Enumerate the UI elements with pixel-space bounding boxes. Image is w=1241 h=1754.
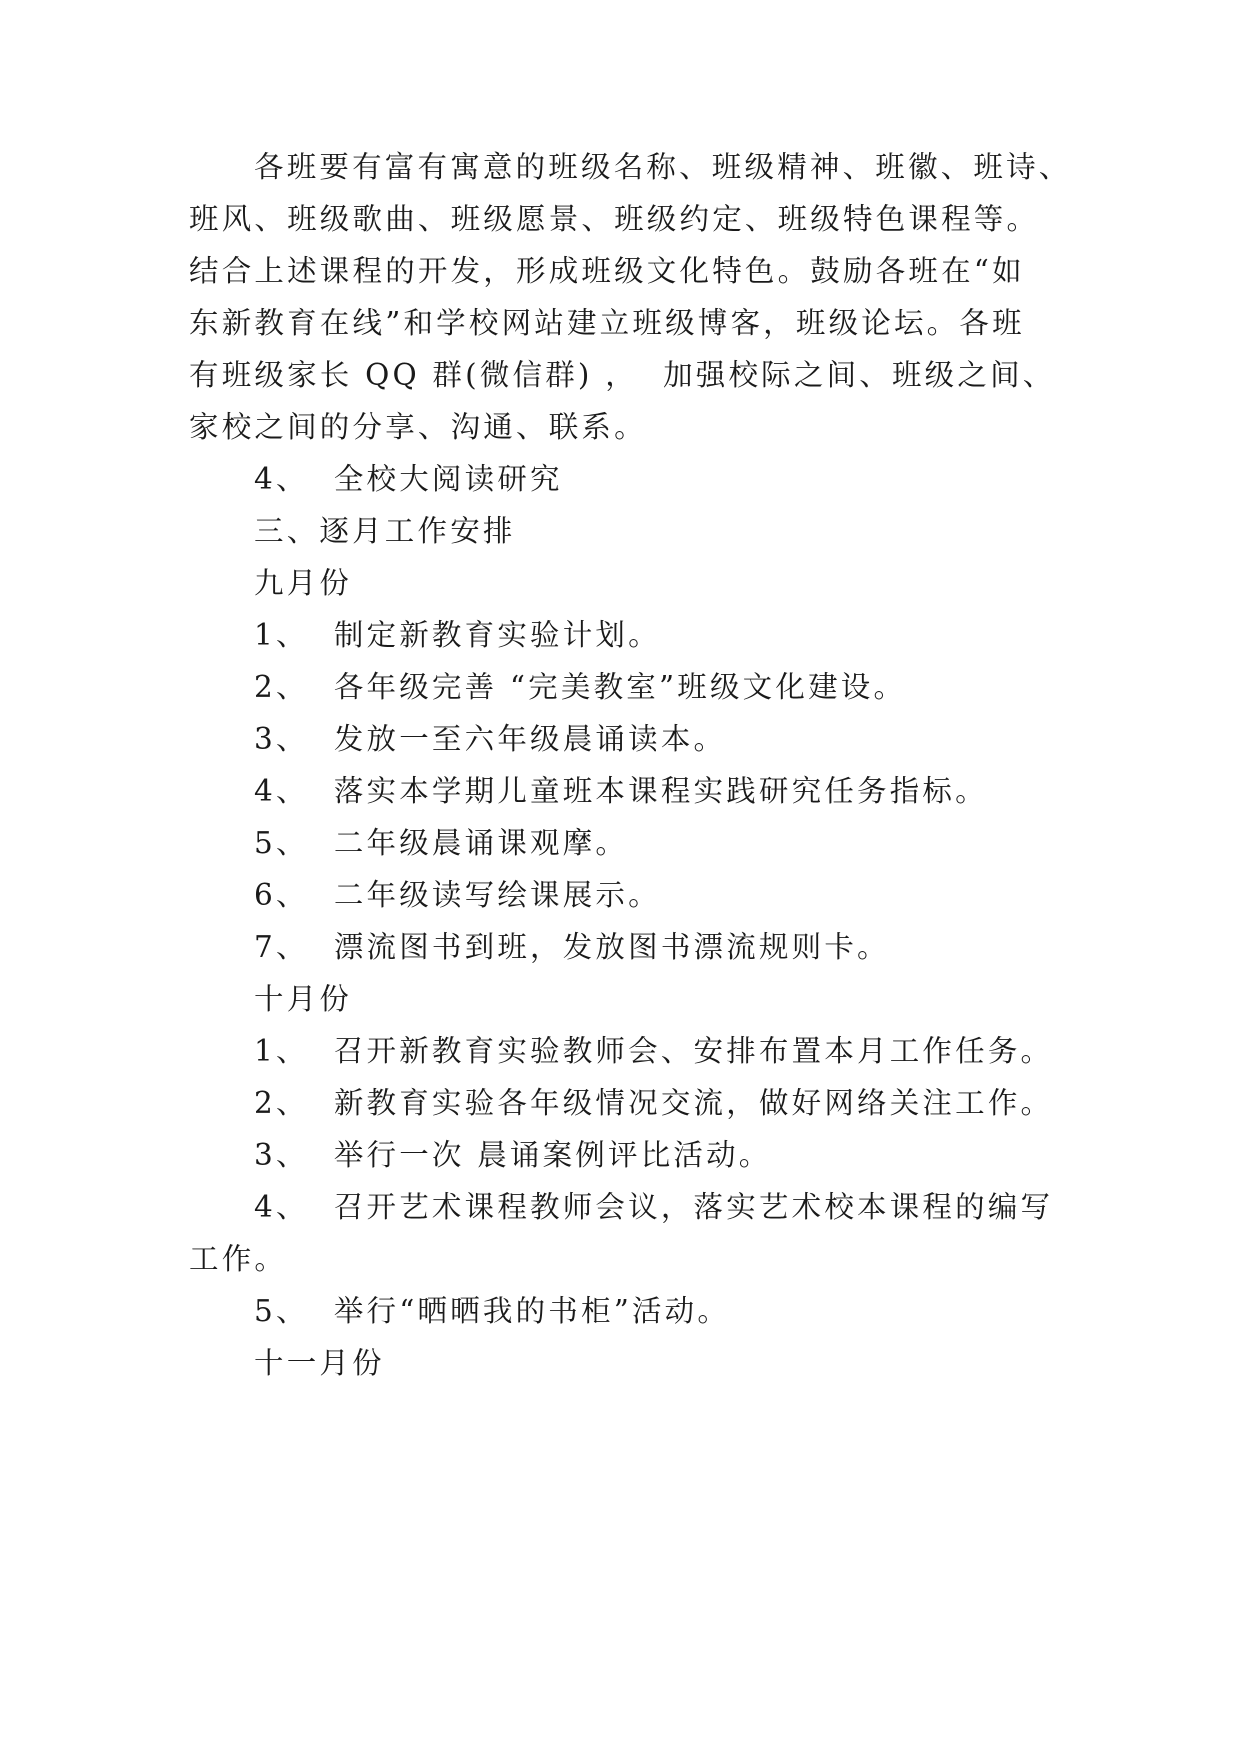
paragraph-line: 家校之间的分享、沟通、联系。 [189,410,647,444]
paragraph-line: 各班要有富有寓意的班级名称、班级精神、班徽、班诗、 [254,150,1072,184]
list-item: 5、 举行“晒晒我的书柜”活动。 [254,1294,731,1328]
list-item: 4、 召开艺术课程教师会议，落实艺术校本课程的编写 [254,1190,1054,1224]
list-item: 4、 落实本学期儿童班本课程实践研究任务指标。 [254,774,988,808]
paragraph-line: 结合上述课程的开发，形成班级文化特色。鼓励各班在“如 [189,254,1025,288]
list-item: 2、 各年级完善 “完美教室”班级文化建设。 [254,670,907,704]
list-item: 7、 漂流图书到班，发放图书漂流规则卡。 [254,930,890,964]
list-item: 5、 二年级晨诵课观摩。 [254,826,629,860]
list-item: 1、 召开新教育实验教师会、安排布置本月工作任务。 [254,1034,1054,1068]
list-item: 2、 新教育实验各年级情况交流，做好网络关注工作。 [254,1086,1054,1120]
month-heading: 十月份 [254,982,353,1016]
paragraph-line: 有班级家长 QQ 群(微信群) ， 加强校际之间、班级之间、 [189,358,1056,392]
paragraph-line: 工作。 [189,1242,288,1276]
month-heading: 九月份 [254,566,353,600]
paragraph-line: 班风、班级歌曲、班级愿景、班级约定、班级特色课程等。 [189,202,1040,236]
section-heading: 三、逐月工作安排 [254,514,516,548]
list-item: 4、 全校大阅读研究 [254,462,563,496]
list-item: 3、 发放一至六年级晨诵读本。 [254,722,727,756]
paragraph-line: 东新教育在线”和学校网站建立班级博客，班级论坛。各班 [189,306,1025,340]
list-item: 6、 二年级读写绘课展示。 [254,878,661,912]
list-item: 3、 举行一次 晨诵案例评比活动。 [254,1138,772,1172]
month-heading: 十一月份 [254,1346,385,1380]
list-item: 1、 制定新教育实验计划。 [254,618,661,652]
